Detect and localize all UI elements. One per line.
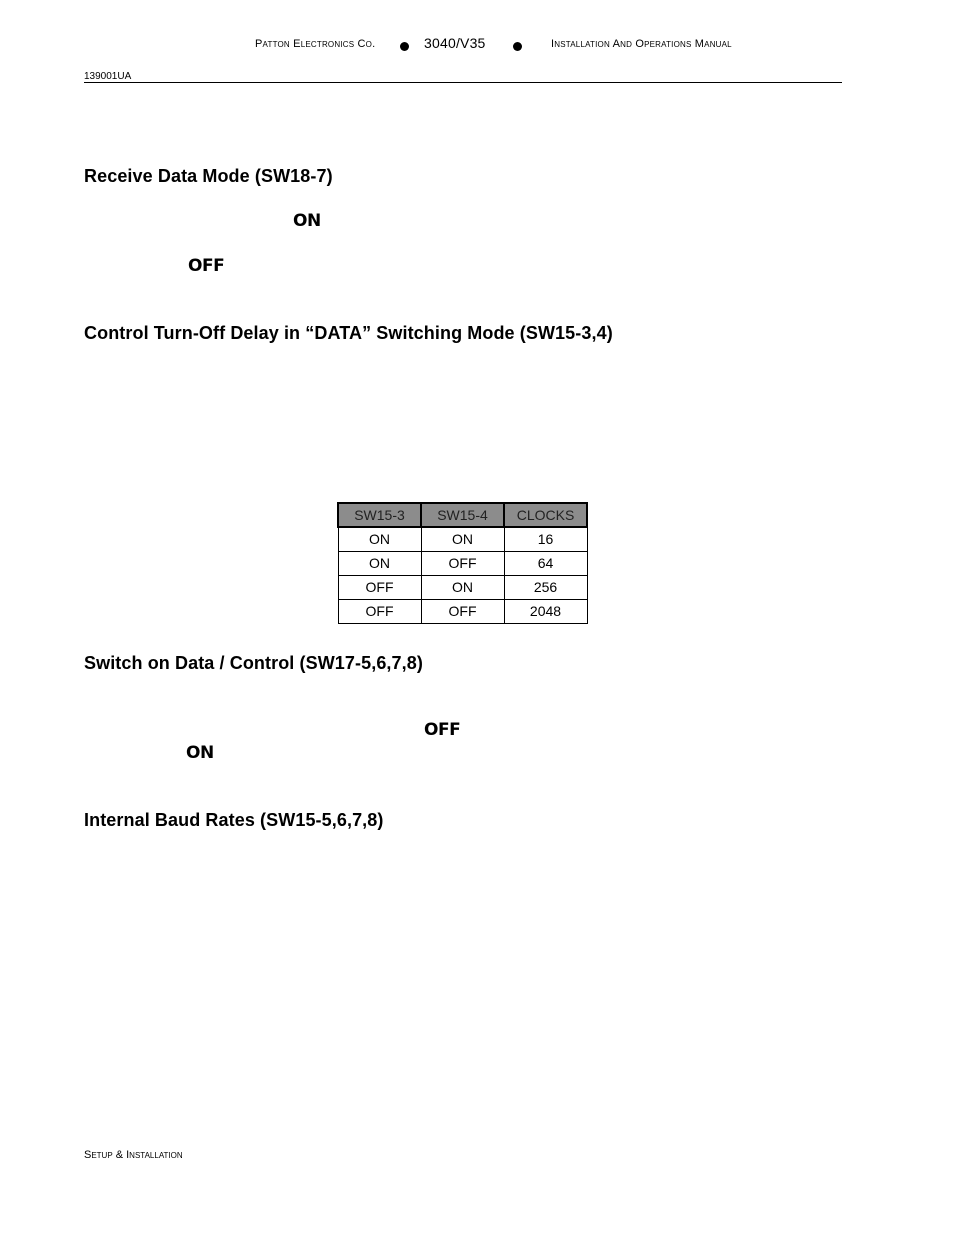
table-cell: ON bbox=[338, 527, 421, 551]
column-header: SW15-4 bbox=[421, 503, 504, 527]
bullet-icon bbox=[513, 42, 522, 51]
header-divider bbox=[84, 82, 842, 83]
page-footer: Setup & Installation bbox=[84, 1149, 183, 1161]
document-number: 139001UA bbox=[84, 71, 132, 82]
header-model: 3040/V35 bbox=[424, 35, 486, 51]
table-cell: 16 bbox=[504, 527, 587, 551]
bullet-icon bbox=[400, 42, 409, 51]
clocks-table bbox=[337, 502, 588, 624]
heading-receive-data-mode: Receive Data Mode (SW18-7) bbox=[84, 166, 333, 186]
table-cell: ON bbox=[421, 575, 504, 599]
column-header: SW15-3 bbox=[338, 503, 421, 527]
off-keyword: OFF bbox=[188, 256, 225, 276]
header-manual-title: Installation And Operations Manual bbox=[551, 38, 732, 50]
heading-internal-baud-rates: Internal Baud Rates (SW15-5,6,7,8) bbox=[84, 810, 384, 830]
table-header-row bbox=[338, 503, 587, 527]
table-cell: OFF bbox=[338, 575, 421, 599]
column-header: CLOCKS bbox=[504, 503, 587, 527]
heading-switch-on-data-control: Switch on Data / Control (SW17-5,6,7,8) bbox=[84, 653, 423, 673]
off-keyword: OFF bbox=[424, 720, 461, 740]
table-cell: OFF bbox=[421, 551, 504, 575]
table-cell: 64 bbox=[504, 551, 587, 575]
header-company: Patton Electronics Co. bbox=[255, 38, 376, 50]
table-row bbox=[338, 575, 587, 599]
on-keyword: ON bbox=[293, 211, 321, 231]
table-cell: 256 bbox=[504, 575, 587, 599]
table-row bbox=[338, 551, 587, 575]
heading-control-turn-off-delay: Control Turn-Off Delay in “DATA” Switching Mode (SW15-3,4) bbox=[84, 323, 613, 343]
table-cell: ON bbox=[421, 527, 504, 551]
table-row bbox=[338, 599, 587, 623]
table-cell: ON bbox=[338, 551, 421, 575]
table-cell: OFF bbox=[421, 599, 504, 623]
table-cell: OFF bbox=[338, 599, 421, 623]
on-keyword: ON bbox=[186, 743, 214, 763]
table-row bbox=[338, 527, 587, 551]
table-cell: 2048 bbox=[504, 599, 587, 623]
page-header bbox=[0, 35, 954, 56]
